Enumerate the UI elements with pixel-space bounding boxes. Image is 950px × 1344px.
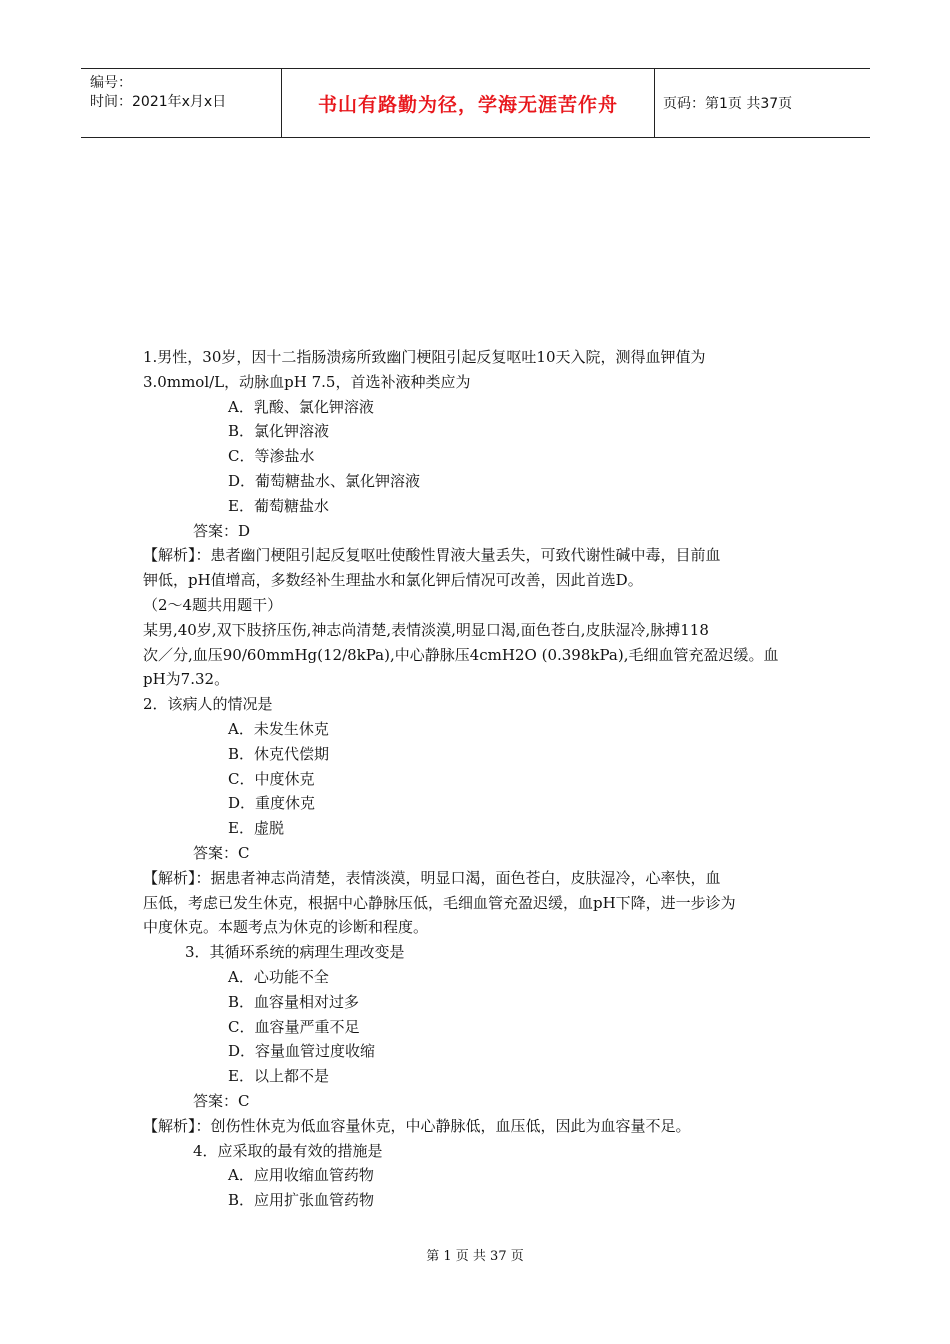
text-line: A．未发生休克	[228, 719, 329, 738]
text-line: 2．该病人的情况是	[143, 695, 273, 714]
text-line: A．乳酸、氯化钾溶液	[228, 397, 374, 416]
text-line: E．葡萄糖盐水	[228, 496, 329, 515]
text-line: 答案：C	[193, 1091, 250, 1110]
text-line: 3.0mmol/L，动脉血pH 7.5，首选补液种类应为	[143, 372, 471, 391]
text-line: B．氯化钾溶液	[228, 422, 330, 441]
header-motto-cell	[282, 69, 654, 137]
text-line: 1.男性，30岁，因十二指肠溃疡所致幽门梗阻引起反复呕吐10天入院，测得血钾值为	[143, 348, 706, 366]
text-line: pH为7.32。	[143, 670, 230, 689]
text-line: （2～4题共用题干）	[143, 595, 283, 614]
text-line: B．应用扩张血管药物	[228, 1191, 375, 1210]
text-line: 某男,40岁,双下肢挤压伤,神志尚清楚,表情淡漠,明显口渴,面色苍白,皮肤湿冷,脉搏118	[143, 620, 709, 639]
document-body	[143, 345, 823, 1213]
text-line: 答案：C	[193, 843, 250, 862]
page-footer: 第 1 页 共 37 页	[426, 1249, 524, 1264]
text-line: 次／分,血压90/60mmHg(12/8kPa),中心静脉压4cmH2O (0.398kPa),毛细血管充盈迟缓。血	[143, 645, 779, 664]
text-line: C．血容量严重不足	[228, 1017, 360, 1036]
text-line: C．等渗盐水	[228, 447, 315, 466]
text-line: 答案：D	[193, 521, 251, 540]
text-line: A．应用收缩血管药物	[228, 1166, 374, 1185]
text-line: C．中度休克	[228, 769, 315, 788]
document-date-label: 时间：2021年x月x日	[90, 94, 227, 110]
header-page-number: 页码：第1页 共37页	[663, 96, 793, 112]
motto-text: 书山有路勤为径，学海无涯苦作舟	[317, 93, 618, 116]
text-line: 【解析】：创伤性休克为低血容量休克，中心静脉低，血压低，因此为血容量不足。	[143, 1116, 691, 1135]
text-line: 4．应采取的最有效的措施是	[193, 1141, 383, 1160]
text-line: B．休克代偿期	[228, 744, 330, 763]
text-line: D．葡萄糖盐水、氯化钾溶液	[228, 471, 421, 490]
text-line: A．心功能不全	[228, 967, 329, 986]
text-line: E．以上都不是	[228, 1067, 329, 1086]
header-info-cell	[81, 69, 281, 137]
text-line: 3．其循环系统的病理生理改变是	[185, 943, 405, 962]
header-page-cell	[655, 69, 870, 137]
document-number-label: 编号：	[90, 75, 132, 91]
text-line: D．重度休克	[228, 794, 316, 813]
text-line: B．血容量相对过多	[228, 992, 360, 1011]
text-line: D．容量血管过度收缩	[228, 1042, 376, 1061]
text-line: E．虚脱	[228, 819, 284, 838]
text-line: 【解析】：患者幽门梗阻引起反复呕吐使酸性胃液大量丢失，可致代谢性碱中毒，目前血	[143, 546, 721, 565]
text-line: 中度休克。本题考点为休克的诊断和程度。	[143, 918, 429, 937]
text-line: 压低，考虑已发生休克，根据中心静脉压低，毛细血管充盈迟缓，血pH下降，进一步诊为	[143, 893, 736, 912]
text-line: 钾低，pH值增高，多数经补生理盐水和氯化钾后情况可改善，因此首选D。	[143, 571, 643, 590]
text-line: 【解析】：据患者神志尚清楚，表情淡漠，明显口渴，面色苍白，皮肤湿冷，心率快，血	[143, 868, 721, 887]
header-table	[81, 68, 870, 138]
